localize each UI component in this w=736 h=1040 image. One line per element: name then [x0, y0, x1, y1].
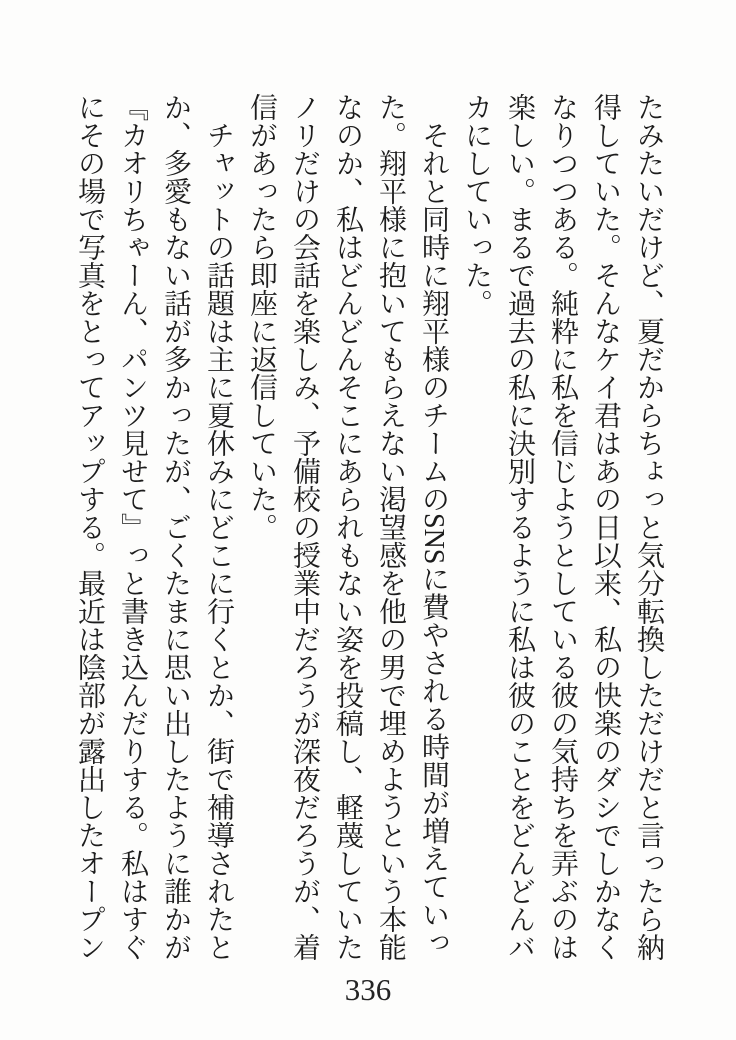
text-column: なりつつある。純粋に私を信じようとしている彼の気持ちを弄ぶのは: [547, 93, 578, 961]
text-column: 楽しい。まるで過去の私に決別するように私は彼のことをどんどんバ: [504, 93, 535, 961]
text-column: カにしていった。: [461, 93, 492, 317]
text-column: か、多愛もない話が多かったが、ごくたまに思い出したように誰かが: [160, 93, 191, 961]
text-column: それと同時に翔平様のチームのSNSに費やされる時間が増えていっ: [418, 93, 449, 957]
text-column: 信があったら即座に返信していた。: [246, 93, 277, 541]
text-column: チャットの話題は主に夏休みにどこに行くとか、街で補導されたと: [203, 93, 234, 961]
text-column: た。翔平様に抱いてもらえない渇望感を他の男で埋めようという本能: [375, 93, 406, 961]
text-column: 得していた。そんなケイ君はあの日以来、私の快楽のダシでしかなく: [590, 93, 621, 961]
text-column: にその場で写真をとってアップする。最近は陰部が露出したオープン: [74, 93, 105, 961]
vertical-text-block: [68, 93, 670, 965]
text-column: ノリだけの会話を楽しみ、予備校の授業中だろうが深夜だろうが、着: [289, 93, 320, 961]
text-column: 『カオリちゃーん、パンツ見せて』っと書き込んだりする。私はすぐ: [117, 93, 148, 961]
page-number: 336: [344, 972, 392, 1007]
text-column: たみたいだけど、夏だからちょっと気分転換しただけだと言ったら納: [633, 93, 664, 961]
text-column: なのか、私はどんどんそこにあられもない姿を投稿し、軽蔑していた: [332, 93, 363, 961]
